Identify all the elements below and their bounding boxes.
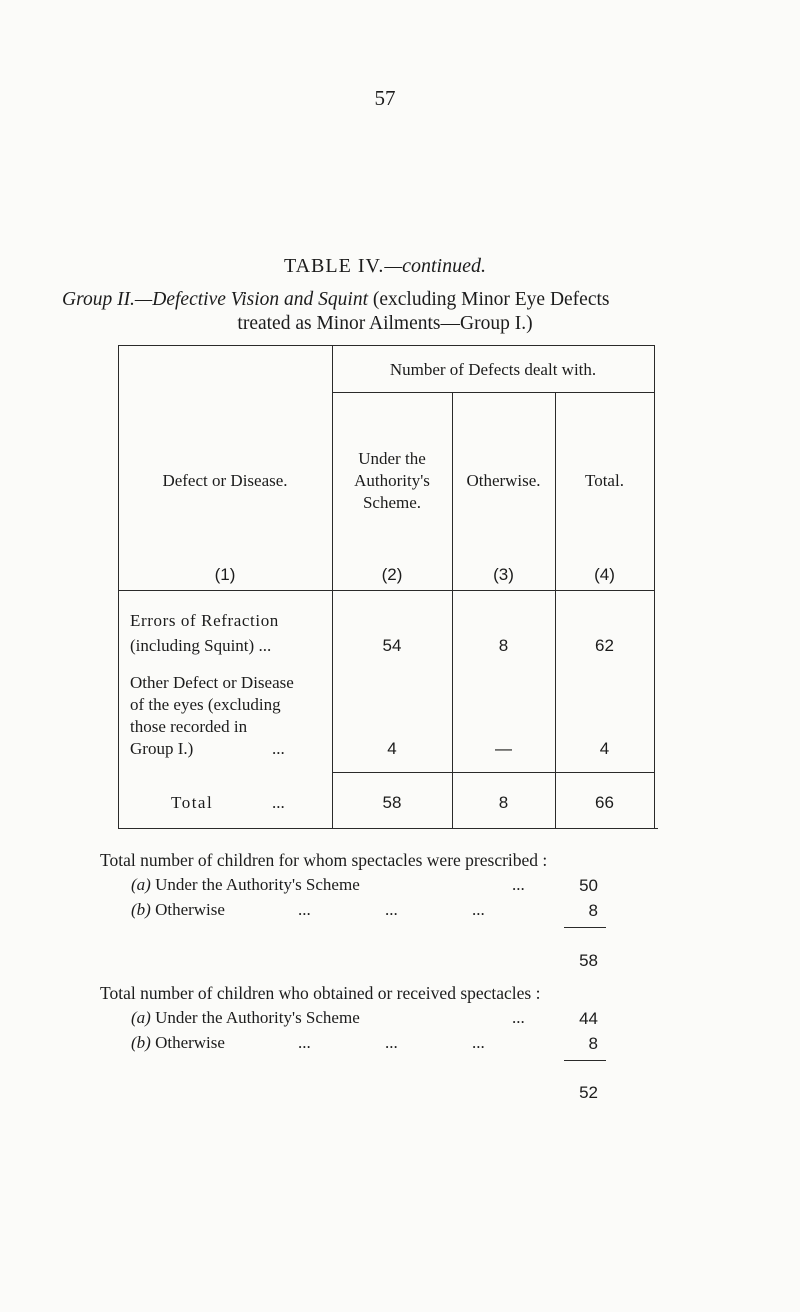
- prescribed-item-b-value: 8: [588, 901, 598, 920]
- obtained-item-a-label: Under the Authority's Scheme: [155, 1008, 360, 1027]
- header-bottom-rule: [118, 590, 654, 591]
- row-errors-authority: 54: [382, 636, 402, 655]
- obtained-item-b: [131, 1033, 225, 1053]
- table-left-border: [118, 345, 119, 828]
- prescribed-sum-rule: [564, 927, 606, 928]
- group-header-rule: [332, 392, 654, 393]
- obtained-sum-rule: [564, 1060, 606, 1061]
- prescribed-item-a-dots: ...: [512, 875, 525, 894]
- table-title-suffix: —continued.: [384, 255, 486, 277]
- row-total-dots: ...: [272, 793, 285, 812]
- table-top-rule: [118, 345, 654, 346]
- obtained-item-b-value: 8: [588, 1034, 598, 1053]
- table-title-main: TABLE IV.: [283, 255, 385, 277]
- group-header: Number of Defects dealt with.: [389, 360, 597, 379]
- prescribed-total: 58: [579, 951, 598, 970]
- col2-header-line-1: Under the: [358, 449, 426, 468]
- prescribed-item-b-marker: (b): [131, 900, 151, 919]
- col2-header-line-2: Authority's: [354, 471, 430, 490]
- row-other-label: [130, 672, 294, 760]
- obtained-total: 52: [579, 1083, 598, 1102]
- page-number: 57: [374, 86, 396, 110]
- obtained-item-a: [131, 1008, 360, 1028]
- row-total-total: 66: [595, 793, 614, 812]
- prescribed-item-a-label: Under the Authority's Scheme: [155, 875, 360, 894]
- row-total-otherwise: 8: [498, 793, 509, 812]
- obtained-item-a-dots: ...: [512, 1008, 525, 1027]
- row-total-text: Total: [171, 793, 214, 812]
- row-other-authority: 4: [387, 739, 397, 758]
- obtained-item-b-marker: (b): [131, 1033, 151, 1052]
- table-title: [0, 255, 770, 278]
- col2-header: [332, 448, 452, 514]
- prescribed-item-b-dots: ... ... ...: [298, 900, 485, 919]
- obtained-item-b-label: Otherwise: [155, 1033, 225, 1052]
- col4-index: (4): [594, 565, 615, 584]
- obtained-item-a-marker: (a): [131, 1008, 151, 1027]
- row-errors-label: [130, 610, 279, 657]
- row-other-line-4-text: Group I.): [130, 739, 194, 758]
- row-other-line-3: those recorded in: [130, 717, 248, 736]
- prescribed-heading: Total number of children for whom spectacles were prescribed :: [100, 850, 548, 870]
- row-other-line-4: [130, 738, 294, 760]
- obtained-item-b-dots: ... ... ...: [298, 1033, 485, 1052]
- col1-index: (1): [214, 565, 236, 584]
- col2-divider: [452, 392, 453, 828]
- row-errors-line-1: Errors of Refraction: [130, 611, 279, 630]
- prescribed-item-a-value: 50: [579, 876, 598, 895]
- row-total-label: [171, 792, 285, 814]
- col1-header: Defect or Disease.: [162, 471, 288, 490]
- prescribed-item-a-marker: (a): [131, 875, 151, 894]
- subtitle-group-label: Group II.—Defective Vision and Squint: [62, 289, 368, 310]
- col2-header-line-3: Scheme.: [362, 493, 422, 512]
- obtained-item-a-value: 44: [579, 1009, 598, 1028]
- row-other-total: 4: [599, 739, 610, 758]
- row-other-line-2: of the eyes (excluding: [130, 695, 281, 714]
- obtained-heading: Total number of children who obtained or received spectacles :: [100, 983, 541, 1003]
- col3-divider: [555, 392, 556, 828]
- col2-index: (2): [381, 565, 403, 584]
- table-right-border: [654, 345, 655, 828]
- table-bottom-rule: [118, 828, 658, 829]
- col3-header: Otherwise.: [466, 471, 541, 490]
- row-errors-otherwise: 8: [498, 636, 509, 655]
- row-errors-line-2: (including Squint) ...: [130, 636, 272, 655]
- row-errors-total: 62: [595, 636, 614, 655]
- col4-header: Total.: [585, 471, 624, 490]
- row-other-otherwise: —: [495, 739, 512, 758]
- row-total-authority: 58: [382, 793, 402, 812]
- prescribed-item-b: [131, 900, 225, 920]
- row-other-line-1: Other Defect or Disease: [130, 673, 294, 692]
- prescribed-item-b-label: Otherwise: [155, 900, 225, 919]
- subtitle-line-1-rest: (excluding Minor Eye Defects: [367, 289, 610, 310]
- row-other-dots: ...: [272, 739, 285, 758]
- prescribed-item-a: [131, 875, 360, 895]
- total-rule: [332, 772, 654, 773]
- subtitle-line-2: treated as Minor Ailments—Group I.): [237, 313, 533, 334]
- subtitle-line-1: [62, 289, 610, 311]
- col3-index: (3): [493, 565, 514, 584]
